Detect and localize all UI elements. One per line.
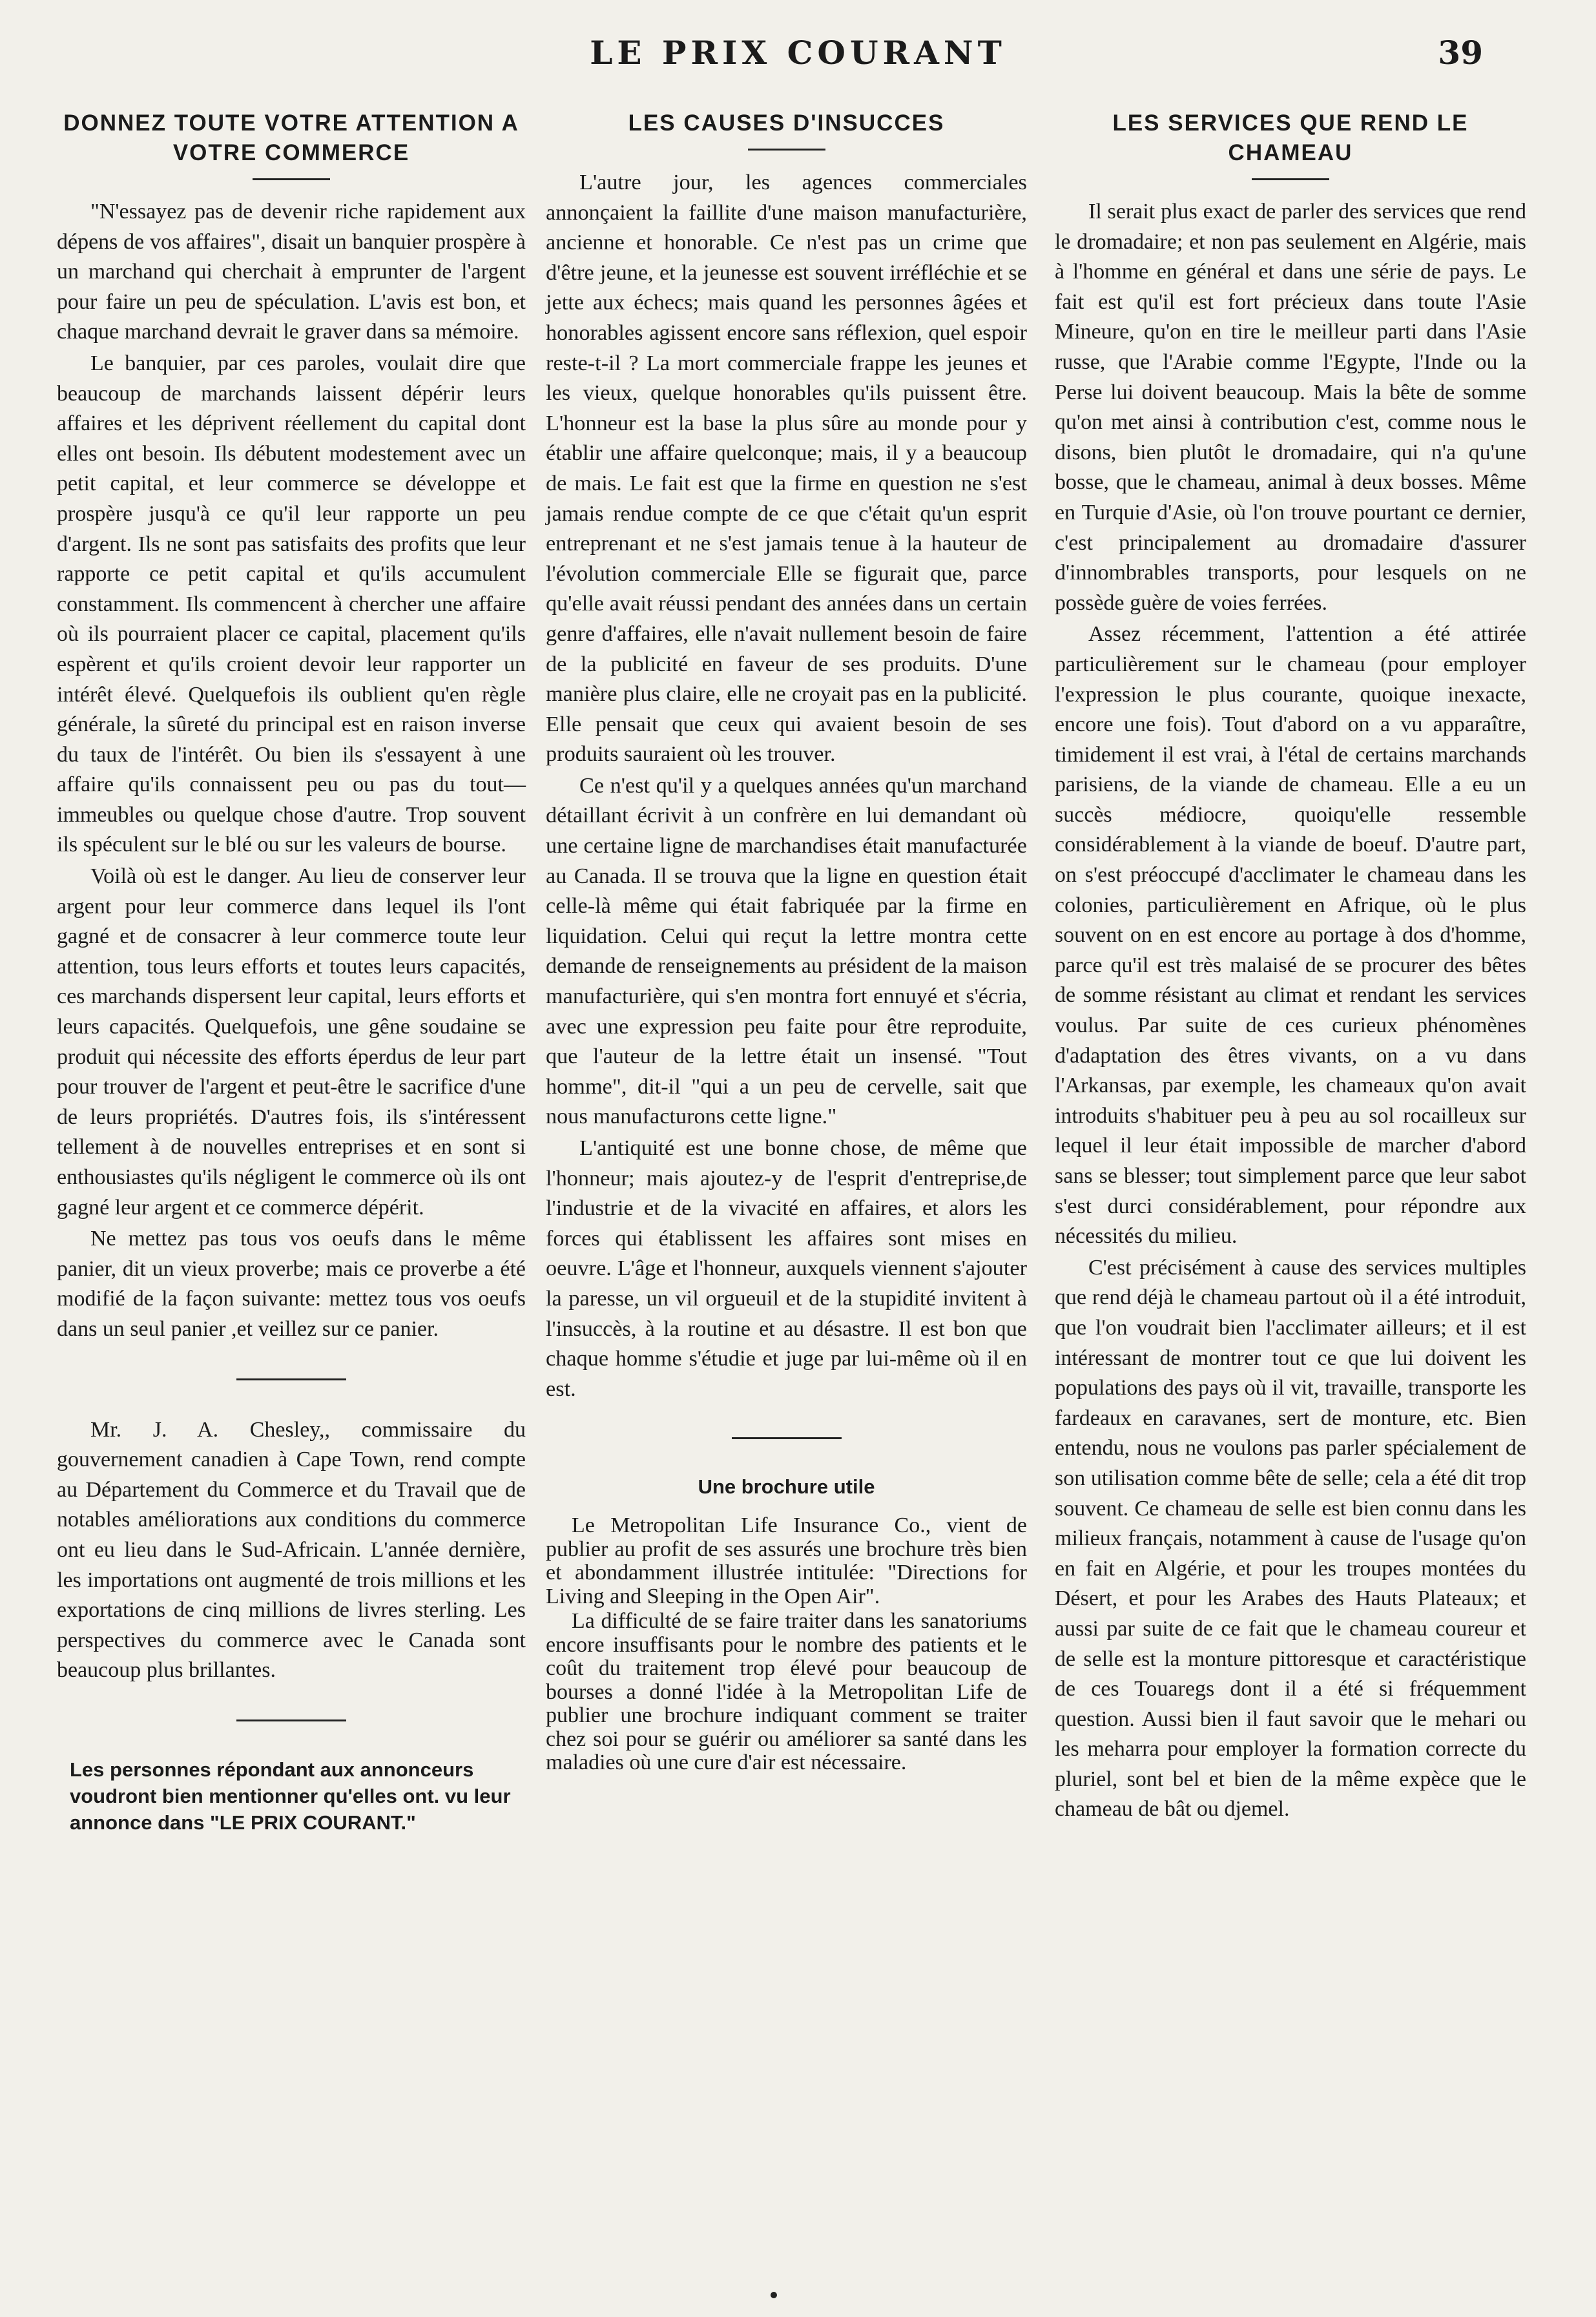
- article-paragraph: Le banquier, par ces paroles, voulait dire que beaucoup de marchands laissent dépérir leurs affaires et les déprivent réellement du capital dont elles ont besoin. Ils débutent modestement avec un petit capital, et leur commerce se développe et prospère jusqu'à ce qu'il leur rapporte un peu d'argent. Ils ne sont pas satisfaits des profits que leur rapporte ce petit capital et qu'ils accumulent constamment. Ils commencent à chercher une affaire où ils pourraient placer ce capital, placement qu'ils espèrent et qu'ils croient devoir leur rapporter un intérêt élevé. Quelquefois ils oublient qu'en règle générale, la sûreté du principal est en raison inverse du taux de l'intérêt. Ou bien ils s'essayent à une affaire qu'ils connaissent peu ou pas du tout—immeubles ou quelque chose d'autre. Trop souvent ils spéculent sur le blé ou sur les valeurs de bourse.: [57, 351, 526, 857]
- section-divider: [732, 1437, 842, 1439]
- heading-rule: [1252, 178, 1329, 180]
- article-paragraph: Voilà où est le danger. Au lieu de conserver leur argent pour leur commerce dans lequel ils l'ont gagné et de consacrer à leur commerce toute leur attention, tous leurs efforts et toutes leurs capacités, ces marchands dispersent leur capital, leurs efforts et leurs capacités. Quelquefois, une gêne soudaine se produit qui nécessite des efforts éperdus de leur part pour trouver de l'argent et peut-être le sacrifice d'une de leurs propriétés. D'autres fois, ils s'intéressent tellement à de nouvelles entreprises et en sont si enthousiastes qu'ils négligent le commerce où ils ont gagné leur argent et ce commerce dépérit.: [57, 864, 526, 1220]
- article-heading-chameau: LES SERVICES QUE REND LE CHAMEAU: [1112, 110, 1469, 165]
- article-paragraph: "N'essayez pas de devenir riche rapidement aux dépens de vos affaires", disait un banquier prospère à un marchand qui cherchait à emprunter de l'argent pour faire un peu de spéculation. L'avis est bon, et chaque marchand devrait le graver dans sa mémoire.: [57, 200, 526, 344]
- article-paragraph: Ne mettez pas tous vos oeufs dans le même panier, dit un vieux proverbe; mais ce proverbe a été modifié de la façon suivante: mettez tous vos oeufs dans un seul panier ,et veillez sur ce panier.: [57, 1227, 526, 1341]
- article-heading-attention: DONNEZ TOUTE VOTRE ATTENTION A VOTRE COMMERCE: [63, 110, 519, 165]
- article-paragraph: L'antiquité est une bonne chose, de même que l'honneur; mais ajoutez-y de l'esprit d'entreprise,de l'industrie et de la vivacité en affaires, et alors les forces qui établissent les affaires sont mises en oeuvre. L'âge et l'honneur, auxquels viennent s'ajouter la paresse, un vil orgueuil et de la stupidité invitent à l'insuccès, à la routine et au désastre. Il est bon que chaque homme s'étudie et juge par lui-même où il en est.: [546, 1136, 1027, 1401]
- article-paragraph: L'autre jour, les agences commerciales annonçaient la faillite d'une maison manufacturière, ancienne et honorable. Ce n'est pas un crime que d'être jeune, et la jeunesse est souvent irréfléchie et se jette aux échecs; mais quand les personnes âgées et honorables agissent encore sans réflexion, quel espoir reste-t-il ? La mort commerciale frappe les jeunes et les vieux, quelque honorables qu'ils puissent être. L'honneur est la base la plus sûre au monde pour y établir une affaire quelconque; mais, il y a beaucoup de mais. Le fait est que la firme en question ne s'est jamais rendue compte de ce que c'était qu'un esprit entreprenant et ne s'est jamais tenue à la hauteur de l'évolution commerciale Elle se figurait que, parce qu'elle avait réussi pendant des années dans un certain genre d'affaires, elle n'avait nullement besoin de faire de la publicité en faveur de ses produits. D'une manière plus claire, elle ne croyait pas en la publicité. Elle pensait que ceux qui avaient besoin de ses produits sauraient où les trouver.: [546, 170, 1027, 767]
- chesley-paragraph: Mr. J. A. Chesley,, commissaire du gouvernement canadien à Cape Town, rend compte au Département du Commerce et du Travail que de notables améliorations aux conditions du commerce ont eu lieu dans le Sud-Africain. L'année dernière, les importations ont augmenté de trois millions et les exportations de cinq millions de livres sterling. Les perspectives du commerce avec le Canada sont beaucoup plus brillantes.: [57, 1417, 526, 1683]
- ornament-dot: [771, 2292, 777, 2298]
- heading-rule: [748, 149, 825, 151]
- column-1: [57, 109, 526, 1836]
- article-heading-insucces: LES CAUSES D'INSUCCES: [628, 110, 945, 136]
- article-paragraph: Assez récemment, l'attention a été attirée particulièrement sur le chameau (pour employer l'expression le plus courante, quoique inexacte, encore une fois). Tout d'abord on a vu apparaître, timidement il est vrai, à l'étal de certains marchands parisiens, de la viande de chameau. Elle a eu un succès médiocre, quoiqu'elle ressemble considérablement à la viande de boeuf. D'autre part, on s'est préoccupé d'acclimater le chameau dans les colonies, particulièrement en Afrique, où le plus souvent on en est encore au portage à dos d'homme, parce qu'il est très malaisé de se procurer des bêtes de somme résistant au climat et rendant les services voulus. Par suite de ces curieux phénomènes d'adaptation des êtres vivants, on a vu dans l'Arkansas, par exemple, les chameaux qu'on avait introduits s'habituer peu à peu au sol rocailleux sur lequel il leur était impossible de marcher d'abord sans se blesser; tout simplement parce que leur sabot s'est durci considérablement, pour répondre aux nécessités du milieu.: [1055, 622, 1526, 1249]
- column-2: [546, 109, 1027, 1775]
- section-divider: [236, 1378, 346, 1380]
- section-divider: [236, 1720, 346, 1721]
- brochure-paragraph: Le Metropolitan Life Insurance Co., vient de publier au profit de ses assurés une brochure très bien et abondamment illustrée intitulée: "Directions for Living and Sleeping in the Open Air".: [546, 1513, 1027, 1608]
- heading-rule: [253, 178, 330, 180]
- column-3: [1055, 109, 1526, 1825]
- article-paragraph: Il serait plus exact de parler des services que rend le dromadaire; et non pas seulement en Algérie, mais à l'homme en général et dans une série de pays. Le fait est qu'il est fort précieux dans toute l'Asie Mineure, qu'on en tire le meilleur parti dans l'Asie russe, que l'Arabie comme l'Egypte, l'Inde ou la Perse lui doivent beaucoup. Mais la bête de somme qu'on met ainsi à contribution c'est, comme nous le disons, bien plutôt le dromadaire, qui n'a qu'une bosse, que le chameau, animal à deux bosses. Même en Turquie d'Asie, où l'on trouve pourtant ce dernier, c'est principalement au dromadaire d'assurer d'innombrables transports, pour lesquels on ne possède guère de voies ferrées.: [1055, 200, 1526, 615]
- masthead-title: LE PRIX COURANT: [590, 34, 1006, 72]
- article-paragraph: C'est précisément à cause des services multiples que rend déjà le chameau partout où il a été introduit, que l'on voudrait bien l'acclimater ailleurs; et il est intéressant de montrer tout ce que lui doivent les populations des pays où il vit, travaille, transporte les fardeaux en caravanes, sert de monture, etc. Bien entendu, nous ne voulons pas parler spécialement de son utilisation comme bête de selle; cela a été dit trop souvent. Ce chameau de selle est bien connu dans les milieux français, notamment à cause de l'usage qu'on en fait en Algérie, et pour les troupes montées du Désert, et pour les Arabes des Hauts Plateaux; et aussi par suite de ce fait que le chameau coureur et de selle est la monture pittoresque et caractéristique de ces Touaregs dont il a été si fréquemment question. Aussi bien il faut savoir que le mehari ou les meharra pour employer la formation correcte du pluriel, sont bel et bien de la même expèce que le chameau de bât ou djemel.: [1055, 1255, 1526, 1822]
- brochure-paragraph: La difficulté de se faire traiter dans les sanatoriums encore insuffisants pour le nombre des patients et le coût du traitement trop élevé pour beaucoup de bourses a donné l'idée à la Metropolitan Life de publier une brochure indiquant comment se traiter chez soi pour se guérir ou améliorer sa santé dans les maladies où une cure d'air est nécessaire.: [546, 1609, 1027, 1775]
- article-paragraph: Ce n'est qu'il y a quelques années qu'un marchand détaillant écrivit à un confrère en lui demandant où une certaine ligne de marchandises était manufacturée au Canada. Il se trouva que la ligne en question était celle-là même qui était fabriquée par la firme en liquidation. Celui qui reçut la lettre montra cette demande de renseignements au président de la maison manufacturière, qui s'en montra fort ennuyé et s'écria, avec une expression peu faite pour être reproduite, que l'auteur de la lettre était un insensé. "Tout homme", dit-il "qui a un peu de cervelle, sait que nous manufacturons cette ligne.": [546, 773, 1027, 1129]
- advertiser-notice: Les personnes répondant aux annonceurs voudront bien mentionner qu'elles ont. vu leur annonce dans "LE PRIX COURANT.": [70, 1758, 511, 1834]
- brochure-heading: Une brochure utile: [698, 1475, 875, 1499]
- page-number: 39: [1438, 34, 1483, 72]
